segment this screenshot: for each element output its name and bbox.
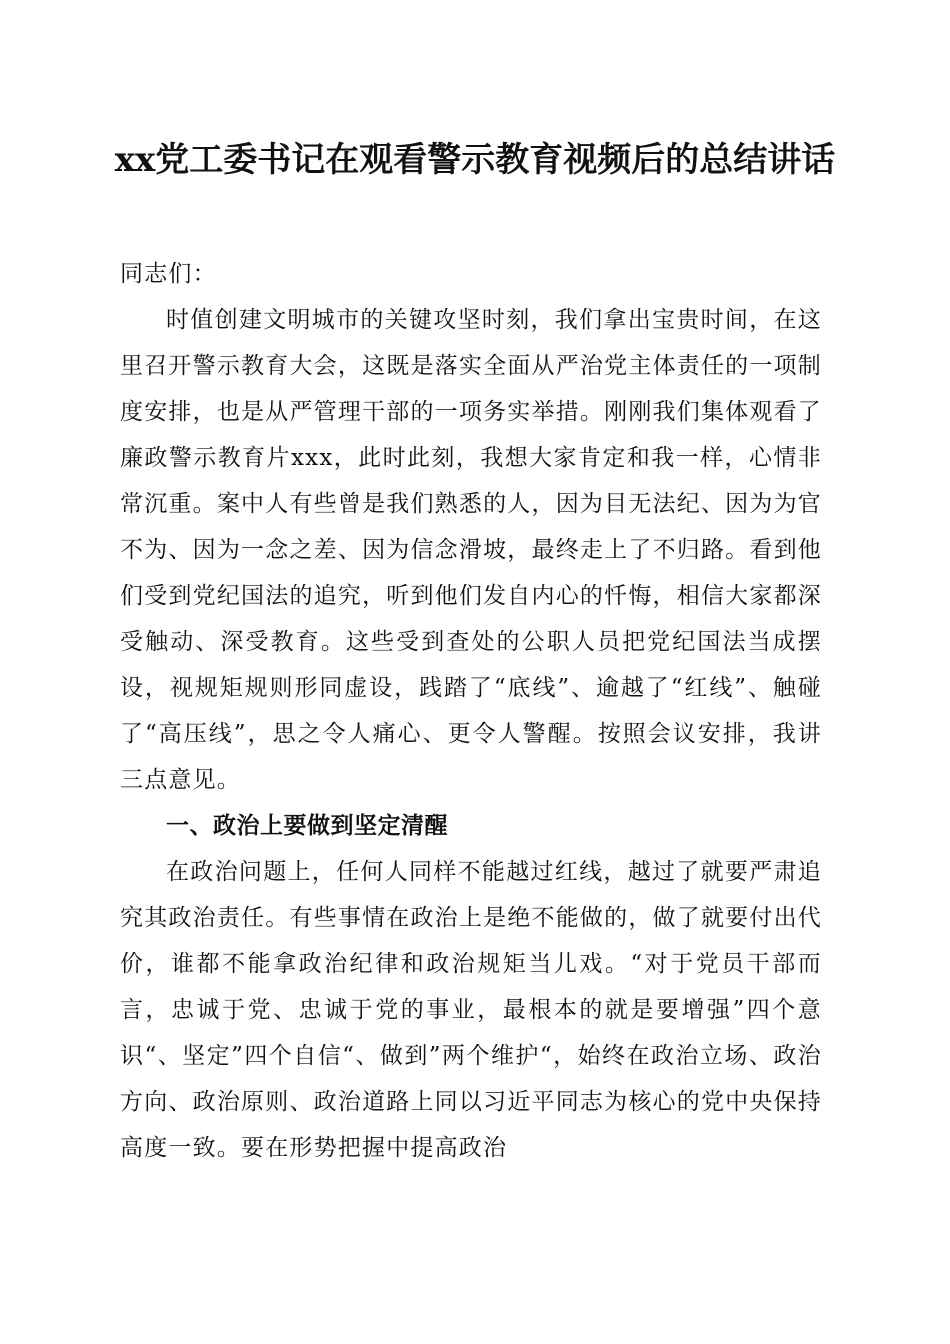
- section-heading: 一、政治上要做到坚定清醒: [166, 813, 448, 839]
- document-title: xx党工委书记在观看警示教育视频后的总结讲话: [114, 140, 836, 180]
- document-body: [120, 251, 822, 1171]
- section-paragraph: 在政治问题上，任何人同样不能越过红线，越过了就要严肃追究其政治责任。有些事情在政治上是绝不能做的，做了就要付出代价，谁都不能拿政治纪律和政治规矩当儿戏。“对于党员干部而言，忠诚于党、忠诚于党的事业，最根本的就是要增强”四个意识“、坚定”四个自信“、做到”两个维护“，始终在政治立场、政治方向、政治原则、政治道路上同以习近平同志为核心的党中央保持高度一致。要在形势把握中提高政治: [120, 859, 822, 1161]
- salutation: 同志们：: [120, 261, 217, 287]
- intro-paragraph: 时值创建文明城市的关键攻坚时刻，我们拿出宝贵时间，在这里召开警示教育大会，这既是落实全面从严治党主体责任的一项制度安排，也是从严管理干部的一项务实举措。刚刚我们集体观看了廉政警示教育片xxx，此时此刻，我想大家肯定和我一样，心情非常沉重。案中人有些曾是我们熟悉的人，因为目无法纪、因为为官不为、因为一念之差、因为信念滑坡，最终走上了不归路。看到他们受到党纪国法的追究，听到他们发自内心的忏悔，相信大家都深受触动、深受教育。这些受到查处的公职人员把党纪国法当成摆设，视规矩规则形同虚设，践踏了“底线”、逾越了“红线”、触碰了“高压线”，思之令人痛心、更令人警醒。按照会议安排，我讲三点意见。: [120, 307, 822, 793]
